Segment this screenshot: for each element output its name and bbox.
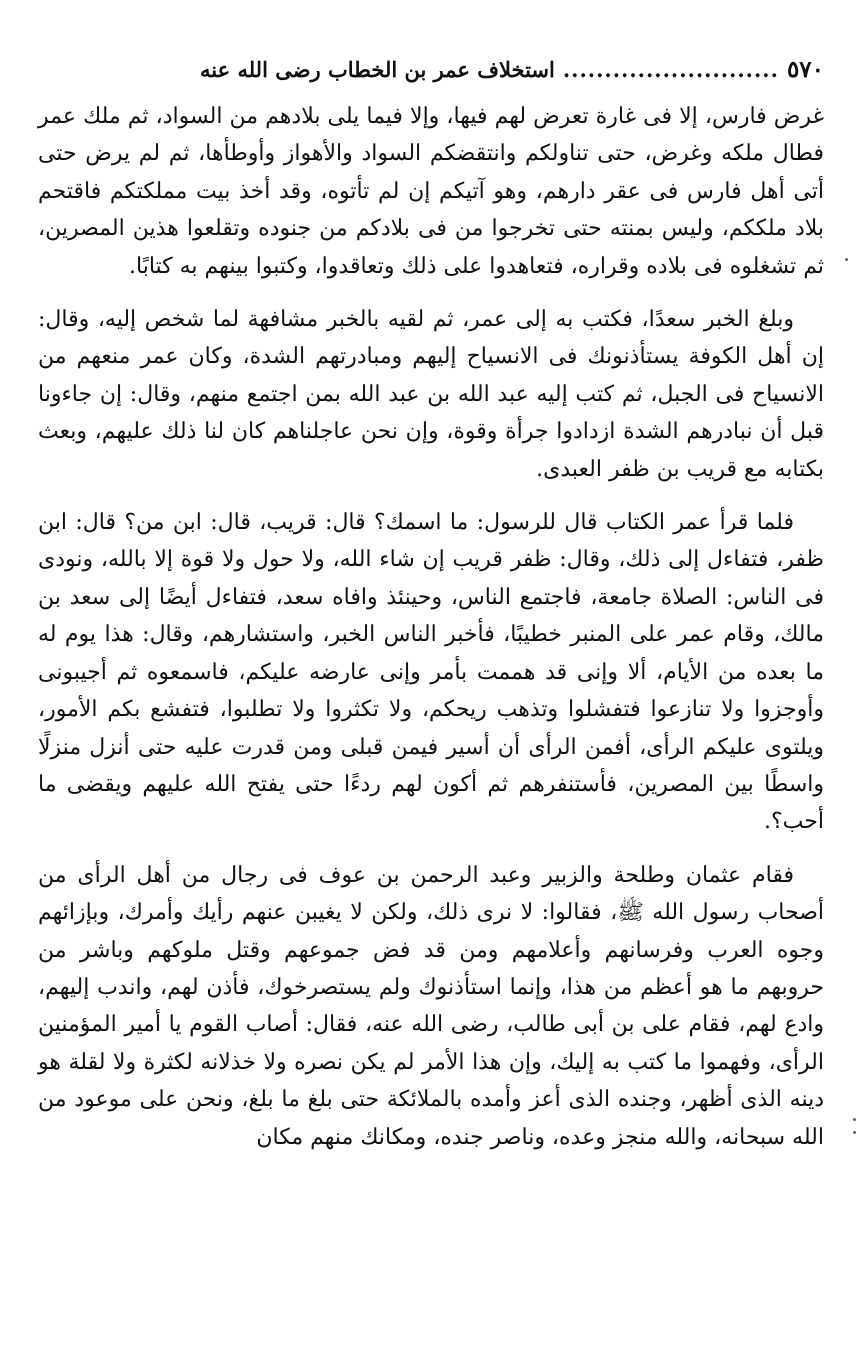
paragraph-3: فلما قرأ عمر الكتاب قال للرسول: ما اسمك؟ قال: قريب، قال: ابن من؟ قال: ابن ظفر، فتفاءل إلى ذلك، وقال: ظفر قريب إن شاء الله، ولا حول ولا قوة إلا بالله، ونودى فى الناس: الصلاة جامعة، فاجتمع الناس، وحينئذ وافاه سعد، فتفاءل أيضًا إلى سعد بن مالك، وقام عمر على المنبر خطيبًا، فأخبر الناس الخبر، واستشارهم، وقال: هذا يوم له ما بعده من الأيام، ألا وإنى قد هممت بأمر وإنى عارضه عليكم، فاسمعوه ثم أجيبونى وأوجزوا ولا تنازعوا فتفشلوا وتذهب ريحكم، ولا تكثروا ولا تطلبوا، فتفشع بكم الأمور، ويلتوى عليكم الرأى، أفمن الرأى أن أسير فيمن قبلى ومن قدرت عليه حتى أنزل منزلًا واسطًا بين المصرين، فأستنفرهم ثم أكون لهم ردءًا حتى يفتح الله عليهم ويقضى ما أحب؟. (38, 510, 824, 835)
scan-speck (853, 1131, 856, 1134)
body-text (38, 98, 824, 1156)
paragraph-1: غرض فارس، إلا فى غارة تعرض لهم فيها، وإلا فيما يلى بلادهم من السواد، ثم ملك عمر فطال ملكه وغرض، حتى تناولكم وانتقضكم السواد والأهواز وأوطأها، ثم لم يرض حتى أتى أهل فارس فى عقر دارهم، وهو آتيكم إن لم تأتوه، وقد أخذ بيت مملكتكم فاقتحم بلاد ملككم، وليس بمنته حتى تخرجوا من فى بلادكم من جنوده وتقلعوا هذين المصرين، ثم تشغلوه فى بلاده وقراره، فتعاهدوا على ذلك وتعاقدوا، وكتبوا بينهم به كتابًا. (38, 104, 824, 279)
page-number: ٥٧٠ (786, 56, 824, 83)
scan-speck (853, 1118, 856, 1121)
scan-speck (845, 258, 848, 261)
header-leader-dots: .......................... (562, 57, 779, 82)
running-header (38, 56, 824, 90)
paragraph-2: وبلغ الخبر سعدًا، فكتب به إلى عمر، ثم لقيه بالخبر مشافهة لما شخص إليه، وقال: إن أهل الكوفة يستأذنونك فى الانسياح إليهم ومبادرتهم الشدة، وكان عمر منعهم من الانسياح فى الجبل، ثم كتب إليه عبد الله بن عبد الله بمن اجتمع منهم، وقال: إن جاءونا قبل أن نبادرهم الشدة ازدادوا جرأة وقوة، وإن نحن عاجلناهم كان لنا ذلك عليهم، وبعث بكتابه مع قريب بن ظفر العبدى. (38, 307, 824, 482)
paragraph-4: فقام عثمان وطلحة والزبير وعبد الرحمن بن عوف فى رجال من أهل الرأى من أصحاب رسول الله ﷺ، فقالوا: لا نرى ذلك، ولكن لا يغيبن عنهم رأيك وأمرك، وبإزائهم وجوه العرب وفرسانهم وأعلامهم ومن قد فض جموعهم وقتل ملوكهم وباشر من حروبهم ما هو أعظم من هذا، وإنما استأذنوك ولم يستصرخوك، فأذن لهم، واندب إليهم، وادع لهم، فقام على بن أبى طالب، رضى الله عنه، فقال: أصاب القوم يا أمير المؤمنين الرأى، وفهموا ما كتب به إليك، وإن هذا الأمر لم يكن نصره ولا خذلانه لكثرة ولا لقلة هو دينه الذى أظهر، وجنده الذى أعز وأمده بالملائكة حتى بلغ ما بلغ، ونحن على موعود من الله سبحانه، والله منجز وعده، وناصر جنده، ومكانك منهم مكان (38, 862, 824, 1150)
chapter-title: استخلاف عمر بن الخطاب رضى الله عنه (200, 57, 555, 82)
